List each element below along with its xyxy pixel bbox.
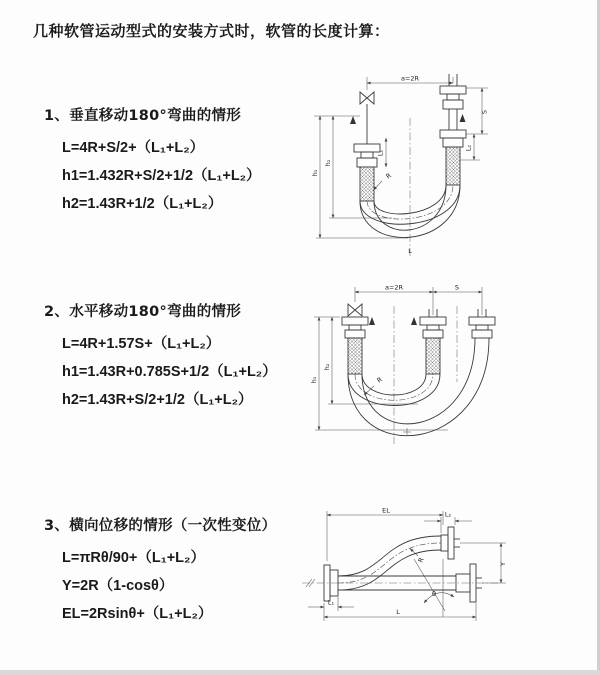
drawing-structure: [342, 304, 495, 436]
hose-u-bend: [348, 338, 489, 436]
braided-section: [348, 338, 362, 374]
right-fitting: [440, 74, 466, 185]
dim-label-h2: h₂: [323, 363, 331, 371]
drawing-structure: [350, 74, 466, 238]
dim-label-el: EL: [382, 506, 390, 515]
diagram-lateral-displacement-svg: [298, 503, 598, 651]
formula-h2: h2=1.43R+S/2+1/2（L₁+L₂）: [62, 392, 253, 408]
dim-label-l1: L₁: [327, 598, 335, 607]
section-1: [44, 104, 314, 218]
valve-icon: [348, 304, 362, 316]
reference-arrow: [350, 116, 356, 124]
dim-label-l: L: [396, 608, 400, 616]
diagram-horizontal-180-bend: [310, 282, 595, 454]
diagram-vertical-180-bend: [310, 68, 595, 260]
dim-label-y: Y: [499, 562, 507, 566]
dim-label-s: S: [454, 283, 460, 292]
formula-length: L=πRθ/90+（L₁+L₂）: [62, 550, 205, 566]
diagram-horizontal-180-bend-svg: [310, 282, 595, 454]
drawing-structure: [306, 527, 482, 602]
formula-h1: h1=1.43R+0.785S+1/2（L₁+L₂）: [62, 364, 277, 380]
hose-s-curve: [338, 536, 441, 590]
dim-label-s: S: [480, 109, 489, 115]
formula-h2: h2=1.43R+1/2（L₁+L₂）: [62, 196, 223, 212]
dim-label-l: L: [408, 247, 412, 255]
diagram-vertical-180-bend-svg: [310, 68, 595, 260]
section-3-heading: 3、横向位移的情形（一次性变位）: [44, 518, 277, 534]
section-1-heading: 1、垂直移动180°弯曲的情形: [44, 108, 242, 124]
braided-section: [360, 167, 374, 201]
movement-arrow: [460, 114, 466, 122]
dim-label-span: a=2R: [400, 74, 420, 83]
middle-fitting: [420, 309, 446, 374]
center-tick: [403, 428, 411, 436]
formula-h1: h1=1.432R+S/2+1/2（L₁+L₂）: [62, 168, 261, 184]
section-3: [44, 514, 314, 628]
dim-label-l1: L₁: [376, 149, 385, 157]
formula-y: Y=2R（1-cosθ）: [62, 578, 174, 594]
dim-label-r: R: [416, 556, 426, 564]
dim-label-span: a=2R: [384, 283, 404, 292]
diagram-lateral-displacement: [298, 503, 598, 651]
dim-label-h1: h₁: [310, 376, 318, 384]
page-title: 几种软管运动型式的安装方式时，软管的长度计算：: [33, 22, 390, 40]
dim-label-r: R: [375, 375, 384, 385]
section-2: [44, 300, 314, 414]
formula-length: L=4R+1.57S+（L₁+L₂）: [62, 336, 221, 352]
dim-label-theta: θ: [432, 590, 436, 598]
valve-icon: [360, 92, 374, 104]
upper-flange: [441, 527, 460, 559]
dim-label-r: R: [384, 171, 393, 181]
formula-el: EL=2Rsinθ+（L₁+L₂）: [62, 606, 213, 622]
dim-label-h2: h₂: [324, 159, 332, 167]
formula-length: L=4R+S/2+（L₁+L₂）: [62, 140, 205, 156]
reference-arrow: [411, 317, 417, 325]
braided-section: [426, 338, 440, 374]
dim-label-l2: L₂: [464, 144, 473, 152]
reference-arrow: [369, 317, 375, 325]
left-fitting: [342, 317, 368, 374]
dim-label-l2: L₂: [444, 510, 452, 519]
braided-section: [446, 147, 460, 185]
scan-edge-bottom: [0, 670, 600, 675]
section-2-heading: 2、水平移动180°弯曲的情形: [44, 304, 242, 320]
dim-label-h1: h₁: [311, 169, 319, 177]
